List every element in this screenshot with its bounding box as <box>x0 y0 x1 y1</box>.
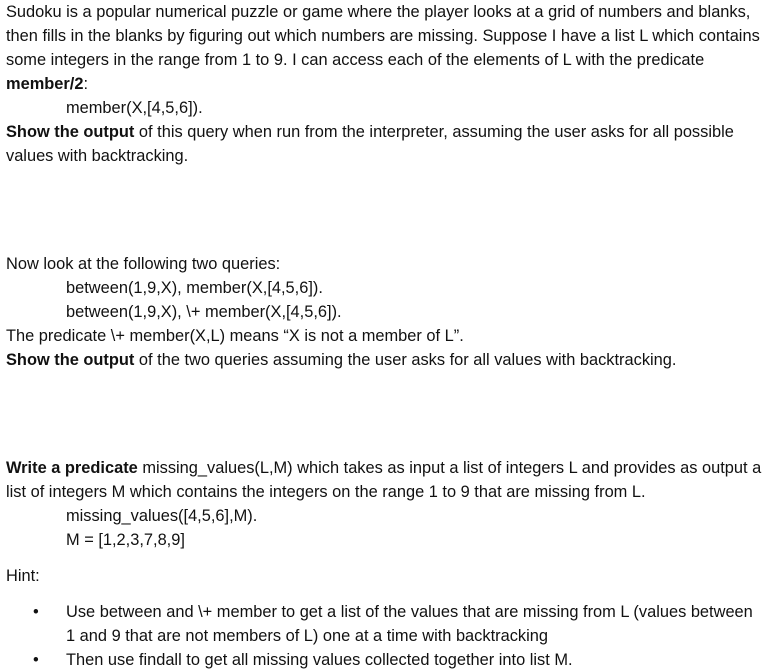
hint-1-line-a: Use between and \+ member to get a list of the values that are missing from L (values between <box>66 603 753 621</box>
show-output-bold: Show the output <box>6 123 135 141</box>
member-predicate-name: member/2 <box>6 75 84 93</box>
blank-space-3 <box>6 552 776 564</box>
hint-label: Hint: <box>6 567 40 585</box>
example-query: missing_values([4,5,6],M). <box>66 507 258 525</box>
assignment-document <box>6 0 776 672</box>
show-output-bold-2: Show the output <box>6 351 135 369</box>
show-output-instruction-2 <box>6 348 776 372</box>
intro-paragraph <box>6 0 776 96</box>
intro-line-3: some integers in the range from 1 to 9. I can access each of the elements of L with the predicate <box>6 51 705 69</box>
hint-2-text: Then use findall to get all missing values collected together into list M. <box>66 651 573 669</box>
hint-bullet-2 <box>6 648 776 672</box>
hint-bullet-1 <box>6 600 776 648</box>
member-query: member(X,[4,5,6]). <box>66 99 203 117</box>
intro-line-1: Sudoku is a popular numerical puzzle or game where the player looks at a grid of numbers and blanks, <box>6 3 751 21</box>
bullet-icon: • <box>33 603 39 621</box>
show-output-text-a: of this query when run from the interpreter, assuming the user asks for all possible <box>134 123 734 141</box>
not-member-explanation: The predicate \+ member(X,L) means “X is not a member of L”. <box>6 327 464 345</box>
predicate-colon: : <box>83 75 89 93</box>
write-predicate-text-a: missing_values(L,M) which takes as input a list of integers L and provides as output a <box>137 459 762 477</box>
blank-space-4 <box>6 588 776 600</box>
intro-line-2: then fills in the blanks by figuring out which numbers are missing. Suppose I have a list L which contains <box>6 27 760 45</box>
write-predicate-text-b: list of integers M which contains the integers on the range 1 to 9 that are missing from L. <box>6 483 646 501</box>
between-not-member-query: between(1,9,X), \+ member(X,[4,5,6]). <box>66 303 342 321</box>
two-queries-intro: Now look at the following two queries: <box>6 255 281 273</box>
bullet-icon: • <box>33 651 39 669</box>
blank-space-2 <box>6 372 776 456</box>
write-predicate-bold: Write a predicate <box>6 459 138 477</box>
example-result: M = [1,2,3,7,8,9] <box>66 531 185 549</box>
show-output-text-b: values with backtracking. <box>6 147 189 165</box>
show-output-instruction-1 <box>6 120 776 168</box>
between-member-query: between(1,9,X), member(X,[4,5,6]). <box>66 279 323 297</box>
write-predicate-instruction <box>6 456 776 504</box>
hint-1-line-b: 1 and 9 that are not members of L) one at a time with backtracking <box>66 627 548 645</box>
show-output-text-2: of the two queries assuming the user asks for all values with backtracking. <box>134 351 677 369</box>
blank-space-1 <box>6 168 776 252</box>
